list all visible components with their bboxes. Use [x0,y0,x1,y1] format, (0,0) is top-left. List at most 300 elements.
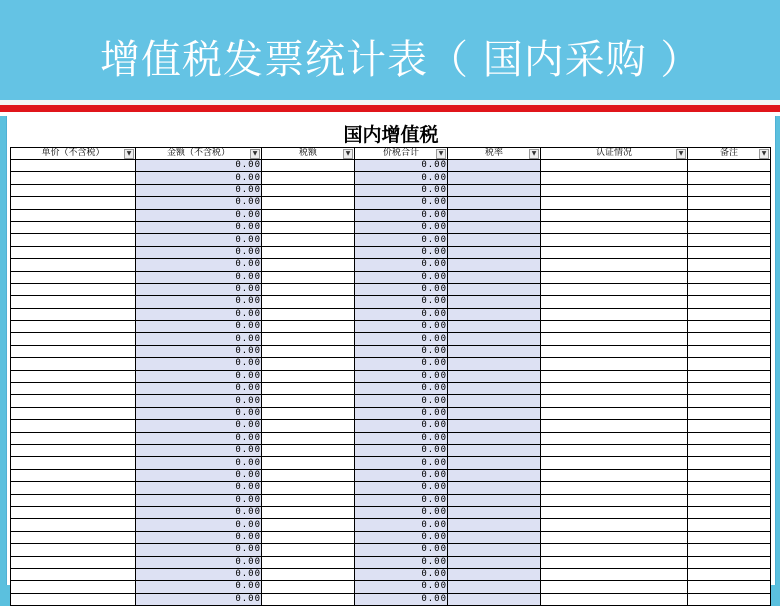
input-cell[interactable] [11,531,136,543]
formula-cell[interactable] [448,383,541,395]
formula-cell[interactable]: 0.00 [136,432,262,444]
input-cell[interactable] [262,444,355,456]
input-cell[interactable] [688,221,771,233]
input-cell[interactable] [688,370,771,382]
input-cell[interactable] [262,581,355,593]
filter-dropdown-icon[interactable]: ▼ [250,149,260,159]
filter-dropdown-icon[interactable]: ▼ [529,149,539,159]
input-cell[interactable] [262,172,355,184]
formula-cell[interactable]: 0.00 [355,444,448,456]
filter-dropdown-icon[interactable]: ▼ [676,149,686,159]
formula-cell[interactable]: 0.00 [355,506,448,518]
input-cell[interactable] [688,246,771,258]
formula-cell[interactable]: 0.00 [136,568,262,580]
table-row [11,358,771,370]
formula-cell[interactable]: 0.00 [355,593,448,605]
input-cell[interactable] [262,593,355,605]
input-cell[interactable] [262,383,355,395]
input-cell[interactable] [262,506,355,518]
formula-cell[interactable] [448,444,541,456]
formula-cell[interactable] [448,221,541,233]
formula-cell[interactable]: 0.00 [136,469,262,481]
input-cell[interactable] [11,333,136,345]
formula-cell[interactable]: 0.00 [136,271,262,283]
input-cell[interactable] [541,494,688,506]
input-cell[interactable] [262,407,355,419]
formula-cell[interactable] [448,531,541,543]
input-cell[interactable] [11,432,136,444]
input-cell[interactable] [541,234,688,246]
formula-cell[interactable]: 0.00 [355,321,448,333]
invoice-table [10,147,771,606]
formula-cell[interactable] [448,469,541,481]
formula-cell[interactable]: 0.00 [355,358,448,370]
input-cell[interactable] [11,506,136,518]
input-cell[interactable] [688,531,771,543]
formula-cell[interactable]: 0.00 [136,494,262,506]
formula-cell[interactable] [448,457,541,469]
input-cell[interactable] [11,172,136,184]
formula-cell[interactable] [448,296,541,308]
input-cell[interactable] [541,420,688,432]
formula-cell[interactable]: 0.00 [355,283,448,295]
input-cell[interactable] [688,259,771,271]
input-cell[interactable] [688,482,771,494]
formula-cell[interactable]: 0.00 [355,370,448,382]
formula-cell[interactable]: 0.00 [136,506,262,518]
input-cell[interactable] [11,581,136,593]
formula-cell[interactable]: 0.00 [355,259,448,271]
formula-cell[interactable]: 0.00 [136,345,262,357]
formula-cell[interactable] [448,494,541,506]
input-cell[interactable] [541,519,688,531]
formula-cell[interactable] [448,519,541,531]
table-row [11,246,771,258]
input-cell[interactable] [11,246,136,258]
input-cell[interactable] [541,482,688,494]
input-cell[interactable] [11,308,136,320]
input-cell[interactable] [262,296,355,308]
input-cell[interactable] [11,494,136,506]
input-cell[interactable] [11,395,136,407]
formula-cell[interactable]: 0.00 [136,283,262,295]
formula-cell[interactable]: 0.00 [355,197,448,209]
table-row [11,482,771,494]
formula-cell[interactable]: 0.00 [136,246,262,258]
formula-cell[interactable]: 0.00 [355,482,448,494]
table-row [11,197,771,209]
input-cell[interactable] [541,383,688,395]
formula-cell[interactable] [448,358,541,370]
table-row [11,457,771,469]
input-cell[interactable] [11,420,136,432]
filter-dropdown-icon[interactable]: ▼ [124,149,134,159]
formula-cell[interactable] [448,234,541,246]
input-cell[interactable] [11,209,136,221]
input-cell[interactable] [11,283,136,295]
formula-cell[interactable]: 0.00 [136,296,262,308]
input-cell[interactable] [11,383,136,395]
input-cell[interactable] [688,296,771,308]
input-cell[interactable] [262,482,355,494]
input-cell[interactable] [11,221,136,233]
column-header-label: 单价（不含税） [41,148,105,158]
formula-cell[interactable]: 0.00 [355,345,448,357]
input-cell[interactable] [688,358,771,370]
input-cell[interactable] [262,544,355,556]
input-cell[interactable] [262,432,355,444]
table-row [11,395,771,407]
input-cell[interactable] [262,221,355,233]
filter-dropdown-icon[interactable]: ▼ [343,149,353,159]
formula-cell[interactable]: 0.00 [136,358,262,370]
input-cell[interactable] [688,234,771,246]
table-row [11,160,771,172]
input-cell[interactable] [262,358,355,370]
formula-cell[interactable]: 0.00 [355,420,448,432]
title-banner [0,0,780,100]
input-cell[interactable] [11,482,136,494]
formula-cell[interactable]: 0.00 [136,581,262,593]
formula-cell[interactable]: 0.00 [355,234,448,246]
input-cell[interactable] [541,358,688,370]
column-header [136,148,262,160]
formula-cell[interactable] [448,271,541,283]
formula-cell[interactable]: 0.00 [136,457,262,469]
formula-cell[interactable] [448,556,541,568]
table-row [11,333,771,345]
input-cell[interactable] [11,556,136,568]
column-header-label: 税率 [484,148,503,158]
input-cell[interactable] [688,160,771,172]
input-cell[interactable] [11,184,136,196]
input-cell[interactable] [541,296,688,308]
formula-cell[interactable]: 0.00 [355,432,448,444]
input-cell[interactable] [262,494,355,506]
formula-cell[interactable]: 0.00 [355,407,448,419]
input-cell[interactable] [688,184,771,196]
input-cell[interactable] [11,457,136,469]
formula-cell[interactable]: 0.00 [136,593,262,605]
input-cell[interactable] [688,395,771,407]
formula-cell[interactable] [448,395,541,407]
table-row [11,581,771,593]
formula-cell[interactable]: 0.00 [355,494,448,506]
input-cell[interactable] [541,506,688,518]
input-cell[interactable] [688,308,771,320]
table-row [11,568,771,580]
input-cell[interactable] [541,370,688,382]
input-cell[interactable] [541,283,688,295]
formula-cell[interactable] [448,506,541,518]
formula-cell[interactable]: 0.00 [136,321,262,333]
input-cell[interactable] [262,160,355,172]
formula-cell[interactable]: 0.00 [355,556,448,568]
input-cell[interactable] [541,568,688,580]
formula-cell[interactable]: 0.00 [136,333,262,345]
input-cell[interactable] [262,259,355,271]
header-row [11,148,771,160]
input-cell[interactable] [541,221,688,233]
input-cell[interactable] [262,271,355,283]
input-cell[interactable] [262,469,355,481]
input-cell[interactable] [541,432,688,444]
input-cell[interactable] [11,370,136,382]
table-row [11,283,771,295]
formula-cell[interactable]: 0.00 [136,172,262,184]
input-cell[interactable] [541,544,688,556]
input-cell[interactable] [541,160,688,172]
input-cell[interactable] [262,568,355,580]
input-cell[interactable] [688,432,771,444]
input-cell[interactable] [541,246,688,258]
input-cell[interactable] [541,172,688,184]
formula-cell[interactable]: 0.00 [355,457,448,469]
input-cell[interactable] [11,444,136,456]
formula-cell[interactable]: 0.00 [355,333,448,345]
formula-cell[interactable]: 0.00 [355,568,448,580]
formula-cell[interactable]: 0.00 [136,160,262,172]
formula-cell[interactable]: 0.00 [355,271,448,283]
formula-cell[interactable]: 0.00 [355,246,448,258]
table-row [11,308,771,320]
input-cell[interactable] [688,407,771,419]
input-cell[interactable] [11,197,136,209]
input-cell[interactable] [262,234,355,246]
formula-cell[interactable] [448,259,541,271]
input-cell[interactable] [11,593,136,605]
formula-cell[interactable]: 0.00 [355,383,448,395]
input-cell[interactable] [11,259,136,271]
input-cell[interactable] [11,568,136,580]
input-cell[interactable] [11,160,136,172]
formula-cell[interactable]: 0.00 [136,519,262,531]
input-cell[interactable] [541,259,688,271]
formula-cell[interactable]: 0.00 [355,395,448,407]
filter-dropdown-icon[interactable]: ▼ [436,149,446,159]
input-cell[interactable] [541,184,688,196]
input-cell[interactable] [688,345,771,357]
input-cell[interactable] [11,345,136,357]
formula-cell[interactable]: 0.00 [355,469,448,481]
formula-cell[interactable] [448,432,541,444]
formula-cell[interactable]: 0.00 [136,370,262,382]
input-cell[interactable] [262,209,355,221]
formula-cell[interactable]: 0.00 [136,209,262,221]
table-row [11,593,771,605]
formula-cell[interactable]: 0.00 [136,444,262,456]
formula-cell[interactable]: 0.00 [355,581,448,593]
input-cell[interactable] [262,395,355,407]
input-cell[interactable] [541,556,688,568]
input-cell[interactable] [688,420,771,432]
input-cell[interactable] [541,209,688,221]
input-cell[interactable] [541,469,688,481]
input-cell[interactable] [541,444,688,456]
filter-dropdown-icon[interactable]: ▼ [759,149,769,159]
input-cell[interactable] [262,556,355,568]
input-cell[interactable] [688,333,771,345]
input-cell[interactable] [262,370,355,382]
formula-cell[interactable]: 0.00 [136,407,262,419]
formula-cell[interactable]: 0.00 [136,531,262,543]
formula-cell[interactable]: 0.00 [355,184,448,196]
formula-cell[interactable]: 0.00 [355,531,448,543]
input-cell[interactable] [541,593,688,605]
formula-cell[interactable]: 0.00 [136,308,262,320]
formula-cell[interactable]: 0.00 [355,308,448,320]
formula-cell[interactable] [448,172,541,184]
input-cell[interactable] [11,469,136,481]
input-cell[interactable] [541,531,688,543]
table-row [11,184,771,196]
formula-cell[interactable] [448,420,541,432]
input-cell[interactable] [262,283,355,295]
formula-cell[interactable] [448,184,541,196]
formula-cell[interactable] [448,593,541,605]
input-cell[interactable] [11,519,136,531]
input-cell[interactable] [688,283,771,295]
input-cell[interactable] [688,209,771,221]
formula-cell[interactable] [448,544,541,556]
input-cell[interactable] [688,593,771,605]
input-cell[interactable] [262,333,355,345]
formula-cell[interactable] [448,568,541,580]
input-cell[interactable] [541,197,688,209]
input-cell[interactable] [11,544,136,556]
formula-cell[interactable] [448,321,541,333]
input-cell[interactable] [688,581,771,593]
table-row [11,370,771,382]
input-cell[interactable] [11,407,136,419]
formula-cell[interactable]: 0.00 [136,197,262,209]
input-cell[interactable] [688,172,771,184]
table-row [11,383,771,395]
formula-cell[interactable]: 0.00 [136,234,262,246]
input-cell[interactable] [541,457,688,469]
input-cell[interactable] [262,246,355,258]
formula-cell[interactable]: 0.00 [355,519,448,531]
formula-cell[interactable] [448,581,541,593]
formula-cell[interactable]: 0.00 [136,221,262,233]
column-header-label: 认证情况 [595,148,632,158]
input-cell[interactable] [688,544,771,556]
column-header [448,148,541,160]
input-cell[interactable] [262,519,355,531]
input-cell[interactable] [11,358,136,370]
table-row [11,209,771,221]
table-row [11,172,771,184]
formula-cell[interactable] [448,345,541,357]
formula-cell[interactable]: 0.00 [355,296,448,308]
column-header-label: 备注 [719,148,738,158]
table-row [11,444,771,456]
input-cell[interactable] [688,321,771,333]
input-cell[interactable] [688,556,771,568]
column-header [541,148,688,160]
formula-cell[interactable] [448,246,541,258]
input-cell[interactable] [262,420,355,432]
input-cell[interactable] [541,395,688,407]
input-cell[interactable] [262,197,355,209]
input-cell[interactable] [541,321,688,333]
input-cell[interactable] [688,271,771,283]
input-cell[interactable] [688,506,771,518]
formula-cell[interactable] [448,209,541,221]
input-cell[interactable] [541,271,688,283]
formula-cell[interactable] [448,482,541,494]
table-row [11,271,771,283]
input-cell[interactable] [262,321,355,333]
input-cell[interactable] [541,333,688,345]
input-cell[interactable] [688,469,771,481]
input-cell[interactable] [688,568,771,580]
formula-cell[interactable] [448,308,541,320]
formula-cell[interactable]: 0.00 [355,172,448,184]
formula-cell[interactable]: 0.00 [136,482,262,494]
formula-cell[interactable]: 0.00 [136,259,262,271]
table-row [11,321,771,333]
table-row [11,221,771,233]
divider-stripe-red [0,105,780,112]
input-cell[interactable] [11,321,136,333]
formula-cell[interactable]: 0.00 [136,395,262,407]
input-cell[interactable] [688,494,771,506]
table-row [11,519,771,531]
formula-cell[interactable]: 0.00 [136,544,262,556]
input-cell[interactable] [688,383,771,395]
formula-cell[interactable]: 0.00 [355,221,448,233]
formula-cell[interactable]: 0.00 [136,420,262,432]
input-cell[interactable] [262,184,355,196]
input-cell[interactable] [688,457,771,469]
formula-cell[interactable]: 0.00 [136,184,262,196]
input-cell[interactable] [688,444,771,456]
formula-cell[interactable] [448,370,541,382]
input-cell[interactable] [541,345,688,357]
formula-cell[interactable] [448,197,541,209]
table-row [11,345,771,357]
input-cell[interactable] [11,271,136,283]
table-row [11,432,771,444]
formula-cell[interactable]: 0.00 [136,556,262,568]
input-cell[interactable] [262,308,355,320]
formula-cell[interactable] [448,333,541,345]
formula-cell[interactable]: 0.00 [355,544,448,556]
input-cell[interactable] [262,457,355,469]
input-cell[interactable] [688,519,771,531]
formula-cell[interactable]: 0.00 [136,383,262,395]
table-row [11,259,771,271]
input-cell[interactable] [262,531,355,543]
column-header-label: 税额 [298,148,317,158]
formula-cell[interactable]: 0.00 [355,209,448,221]
input-cell[interactable] [541,581,688,593]
column-header [262,148,355,160]
input-cell[interactable] [688,197,771,209]
input-cell[interactable] [11,296,136,308]
input-cell[interactable] [262,345,355,357]
formula-cell[interactable] [448,407,541,419]
formula-cell[interactable]: 0.00 [355,160,448,172]
input-cell[interactable] [541,407,688,419]
formula-cell[interactable] [448,160,541,172]
table-row [11,494,771,506]
input-cell[interactable] [11,234,136,246]
input-cell[interactable] [541,308,688,320]
formula-cell[interactable] [448,283,541,295]
table-row [11,296,771,308]
